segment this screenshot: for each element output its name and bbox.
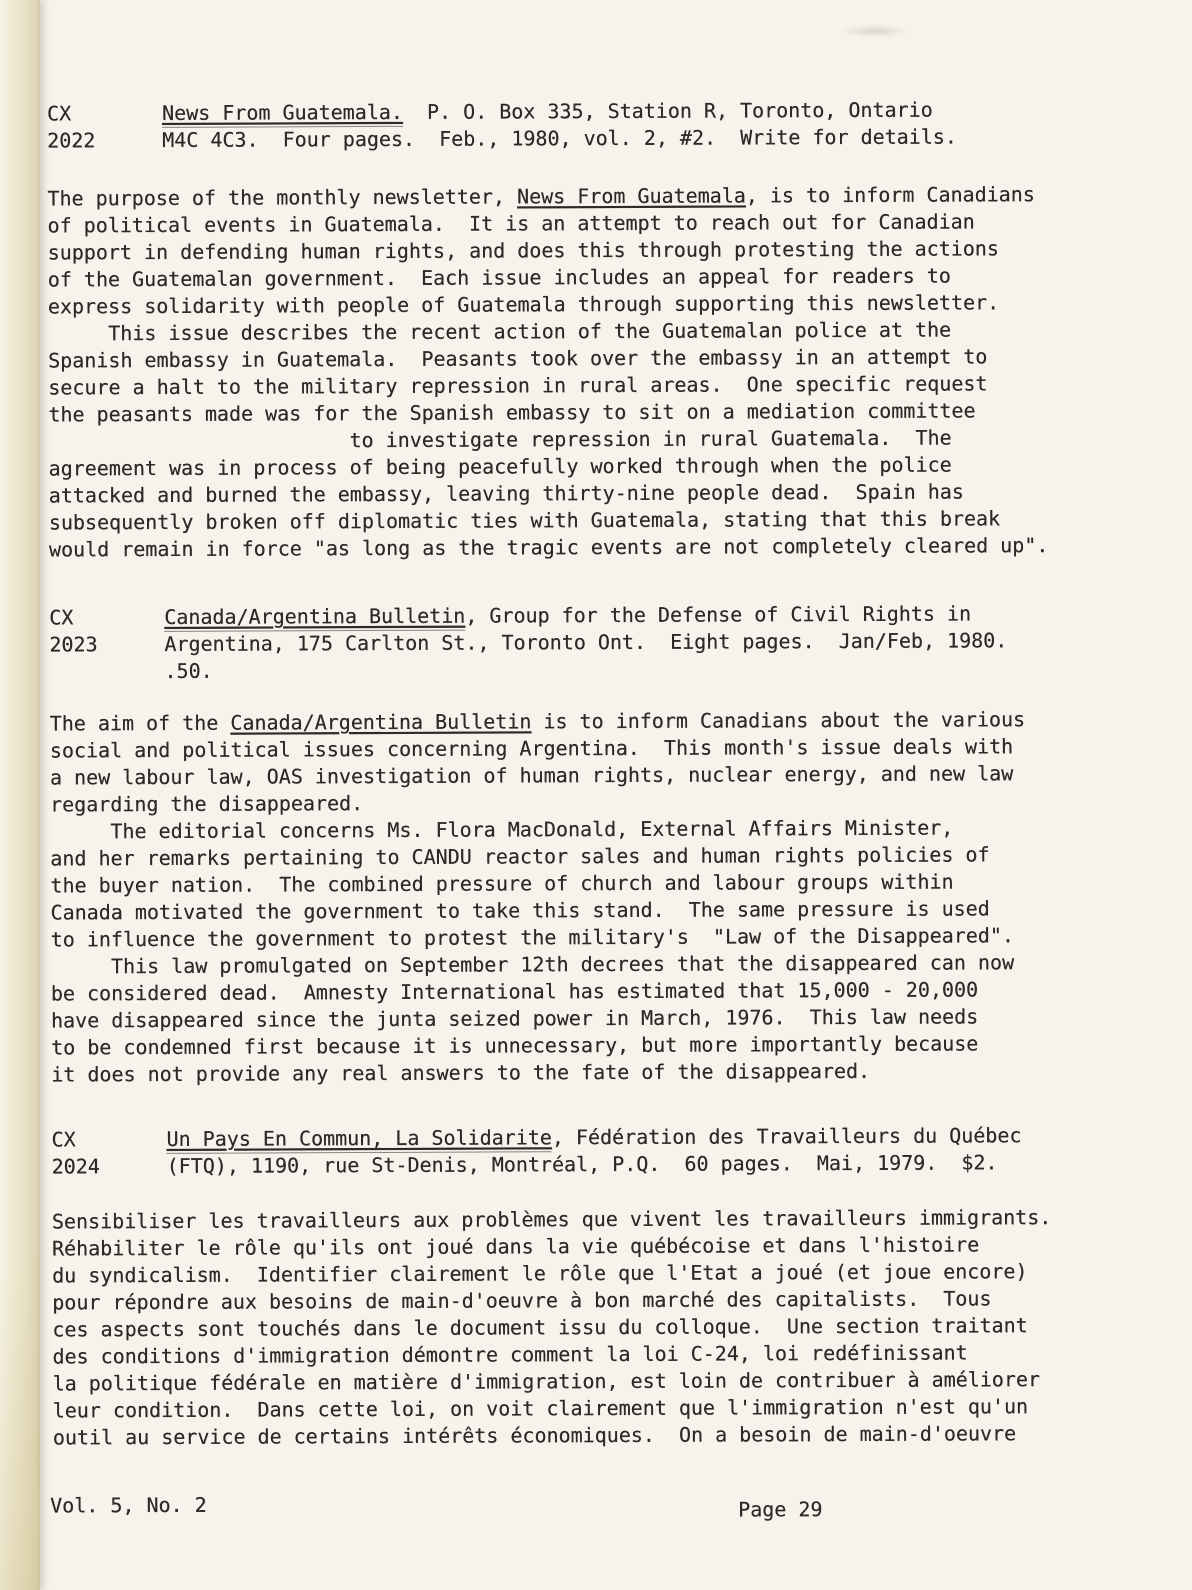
entry-heading [162,96,957,153]
text-line: regarding the disappeared. [49,791,364,817]
entry-number: 2022 [47,128,96,153]
entry-cx-2022 [47,96,957,154]
text-line: to influence the government to protest the military's "Law of the Disappeared". [50,923,1014,952]
text-line: The purpose of the monthly newsletter, News From Guatemala, is to inform Canadians [47,182,1035,211]
text-line: to investigate repression in rural Guatemala. The [48,425,952,454]
text-line: would remain in force "as long as the tragic events are not completely cleared up". [48,533,1049,562]
text-line: Canada motivated the government to take this stand. The same pressure is used [50,896,990,925]
text-line: des conditions d'immigration démontre comment la loi C-24, loi redéfinissant [52,1340,968,1369]
text-line: be considered dead. Amnesty International has estimated that 15,000 - 20,000 [50,977,979,1006]
text-line: of political events in Guatemala. It is an attempt to reach out for Canadian [47,209,975,238]
entry-heading [164,600,1007,685]
entry-code: CX [46,101,72,126]
entry-number: 2024 [51,1154,100,1179]
text-line: have disappeared since the junta seized power in March, 1976. This law needs [50,1004,979,1033]
text-line: (FTQ), 1190, rue St-Denis, Montréal, P.Q. 60 pages. Mai, 1979. $2. [166,1150,998,1178]
text-line: leur condition. Dans cette loi, on voit clairement que l'immigration n'est qu'un [52,1394,1029,1423]
text-line: Canada/Argentina Bulletin, Group for the Defense of Civil Rights in [164,600,1007,631]
text-line: it does not provide any real answers to the fate of the disappeared. [51,1058,871,1087]
text-line: of the Guatemalan government. Each issue includes an appeal for readers to [47,263,951,292]
entry-code: CX [51,1127,76,1152]
text-line: la politique fédérale en matière d'immigration, est loin de contribuer à améliorer [52,1367,1040,1396]
text-line: the peasants made was for the Spanish embassy to sit on a mediation committee [48,398,976,427]
text-line: .50. [164,658,213,683]
text-line: to be condemned first because it is unnecessary, but more importantly because [51,1031,979,1060]
text-line: agreement was in process of being peacefully worked through when the police [48,452,952,481]
text-line: This issue describes the recent action of the Guatemalan police at the [47,317,952,346]
text-line: attacked and burned the embassy, leaving thirty-nine people dead. Spain has [48,479,964,508]
text-line: express solidarity with people of Guatemala through supporting this newsletter. [47,290,1000,319]
text-line: ces aspects sont touchés dans le document issu du colloque. Une section traitant [52,1313,1028,1342]
text-line: Sensibiliser les travailleurs aux problèmes que vivent les travailleurs immigrants. [51,1205,1052,1234]
entry-code: CX [49,605,74,630]
entry-cx-2023 [49,600,1007,685]
entry-label [47,100,162,155]
text-line: News From Guatemala. P. O. Box 335, Station R, Toronto, Ontario [162,96,957,126]
text-line: secure a halt to the military repression in rural areas. One specific request [48,371,988,400]
footer-volume: Vol. 5, No. 2 [50,1492,207,1518]
entry-description [52,1204,1052,1451]
text-line: The aim of the Canada/Argentina Bulletin is to inform Canadians about the various [49,707,1026,736]
text-line: Un Pays En Commun, La Solidarite, Fédération des Travailleurs du Québec [166,1122,1021,1153]
text-line: M4C 4C3. Four pages. Feb., 1980, vol. 2, #2. Write for details. [162,124,957,152]
entry-heading [166,1122,1021,1180]
text-line: Argentina, 175 Carlton St., Toronto Ont. Eight pages. Jan/Feb, 1980. [164,628,1008,656]
entry-cx-2024 [51,1122,1021,1180]
text-line: du syndicalism. Identifier clairement le rôle que l'Etat a joué (et joue encore) [52,1259,1028,1288]
footer-page-number: Page 29 [738,1497,823,1522]
text-line: the buyer nation. The combined pressure of church and labour groups within [50,869,954,898]
entry-number: 2023 [49,632,98,657]
text-line: subsequently broken off diplomatic ties with Guatemala, stating that this break [48,506,1001,535]
text-line: outil au service de certains intérêts économiques. On a besoin de main-d'oeuvre [52,1421,1017,1450]
text-line: social and political issues concerning Argentina. This month's issue deals with [49,734,1014,763]
text-line: The editorial concerns Ms. Flora MacDonald, External Affairs Minister, [50,815,954,844]
text-line: support in defending human rights, and does this through protesting the actions [47,236,999,265]
entry-label [51,1126,166,1181]
text-line: pour répondre aux besoins de main-d'oeuvre à bon marché des capitalists. Tous [52,1286,992,1315]
text-line: Spanish embassy in Guatemala. Peasants took over the embassy in an attempt to [48,344,988,373]
text-line: a new labour law, OAS investigation of human rights, nuclear energy, and new law [49,761,1014,790]
text-line: This law promulgated on September 12th decrees that the disappeared can now [50,950,1015,979]
entry-description [47,181,1048,563]
entry-description [50,706,1027,1088]
text-line: and her remarks pertaining to CANDU reactor sales and human rights policies of [50,842,990,871]
entry-label [49,604,164,686]
text-line: Réhabiliter le rôle qu'ils ont joué dans la vie québécoise et dans l'histoire [51,1232,980,1261]
